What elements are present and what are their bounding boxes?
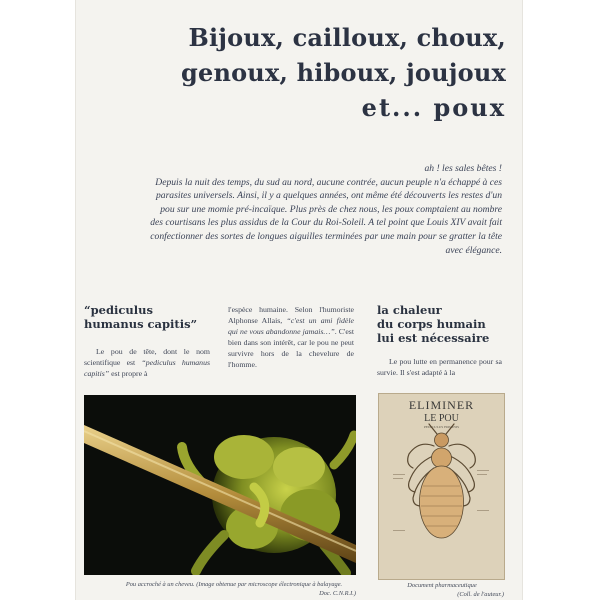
text-run: est propre à (109, 369, 148, 378)
heading-line: “pediculus (84, 303, 153, 317)
text-run-italic: “pediculus humanus capitis” (84, 358, 211, 378)
title-line-1: Bijoux, cailloux, choux, (188, 23, 506, 52)
intro-lead: ah ! les sales bêtes ! (424, 163, 502, 174)
title-line-3: et... poux (361, 93, 506, 122)
column-3-text (377, 356, 502, 378)
heading-line: humanus capitis” (84, 317, 198, 331)
caption-line: Pou accroché à un cheveu. (Image obtenue par microscope électronique à balayage. (125, 581, 343, 588)
poster-title: ELIMINER (408, 398, 475, 412)
photo-caption (112, 581, 356, 598)
intro-body: Depuis la nuit des temps, du sud au nord, aucune contrée, aucun peuple n'a échappé à ces parasites universels. Ainsi, il y a quelques années, ont même été découverts les restes d'un pou sur une momie pré-incaïque. Plus près de chez nous, les poux comptaient au nombre des courtisans les plus assidus de la Cour du Roi-Soleil. A tel point que Louis XIV avait fait confectionner des sortes de longues aiguilles terminées par une main pour se gratter la tête avec élégance. (150, 176, 502, 256)
poster-subtitle: LE POU (424, 413, 459, 424)
louse-drawing-icon (379, 394, 504, 579)
poster-caption (380, 582, 504, 599)
heading-line: la chaleur (377, 303, 442, 317)
poster-small-text: PEDICULUS HOMINIS (423, 425, 460, 429)
text-run: . C'est bien dans son intérêt, car le pou ne peut survivre hors de la chevelure de l'homme. (228, 327, 354, 369)
column-1-text (84, 346, 210, 379)
column-2-text (228, 304, 354, 370)
intro-paragraph (150, 162, 502, 257)
section-heading-chaleur (377, 303, 507, 345)
text-run: Le pou lutte en permanence pour sa survie. Il s'est adapté à la (377, 357, 502, 377)
heading-line: du corps humain (377, 317, 486, 331)
text-run: Le pou de tête, dont le nom scientifique est (84, 347, 210, 367)
caption-line: (Coll. de l'auteur.) (457, 590, 504, 598)
text-run-italic: “c'est un ami fidèle qui ne vous abandonne jamais…” (228, 316, 354, 336)
section-heading-pediculus (84, 303, 214, 331)
louse-photo (84, 395, 356, 575)
article-title (76, 20, 506, 125)
pharmaceutical-poster (378, 393, 505, 580)
caption-line: Doc. C.N.R.I.) (319, 589, 356, 597)
title-line-2: genoux, hiboux, joujoux (181, 58, 506, 87)
caption-line: Document pharmaceutique (407, 582, 477, 589)
text-run: l'espèce humaine. Selon l'humoriste Alphonse Allais, (228, 305, 354, 325)
heading-line: lui est nécessaire (377, 331, 490, 345)
louse-on-hair-illustration (84, 395, 356, 575)
